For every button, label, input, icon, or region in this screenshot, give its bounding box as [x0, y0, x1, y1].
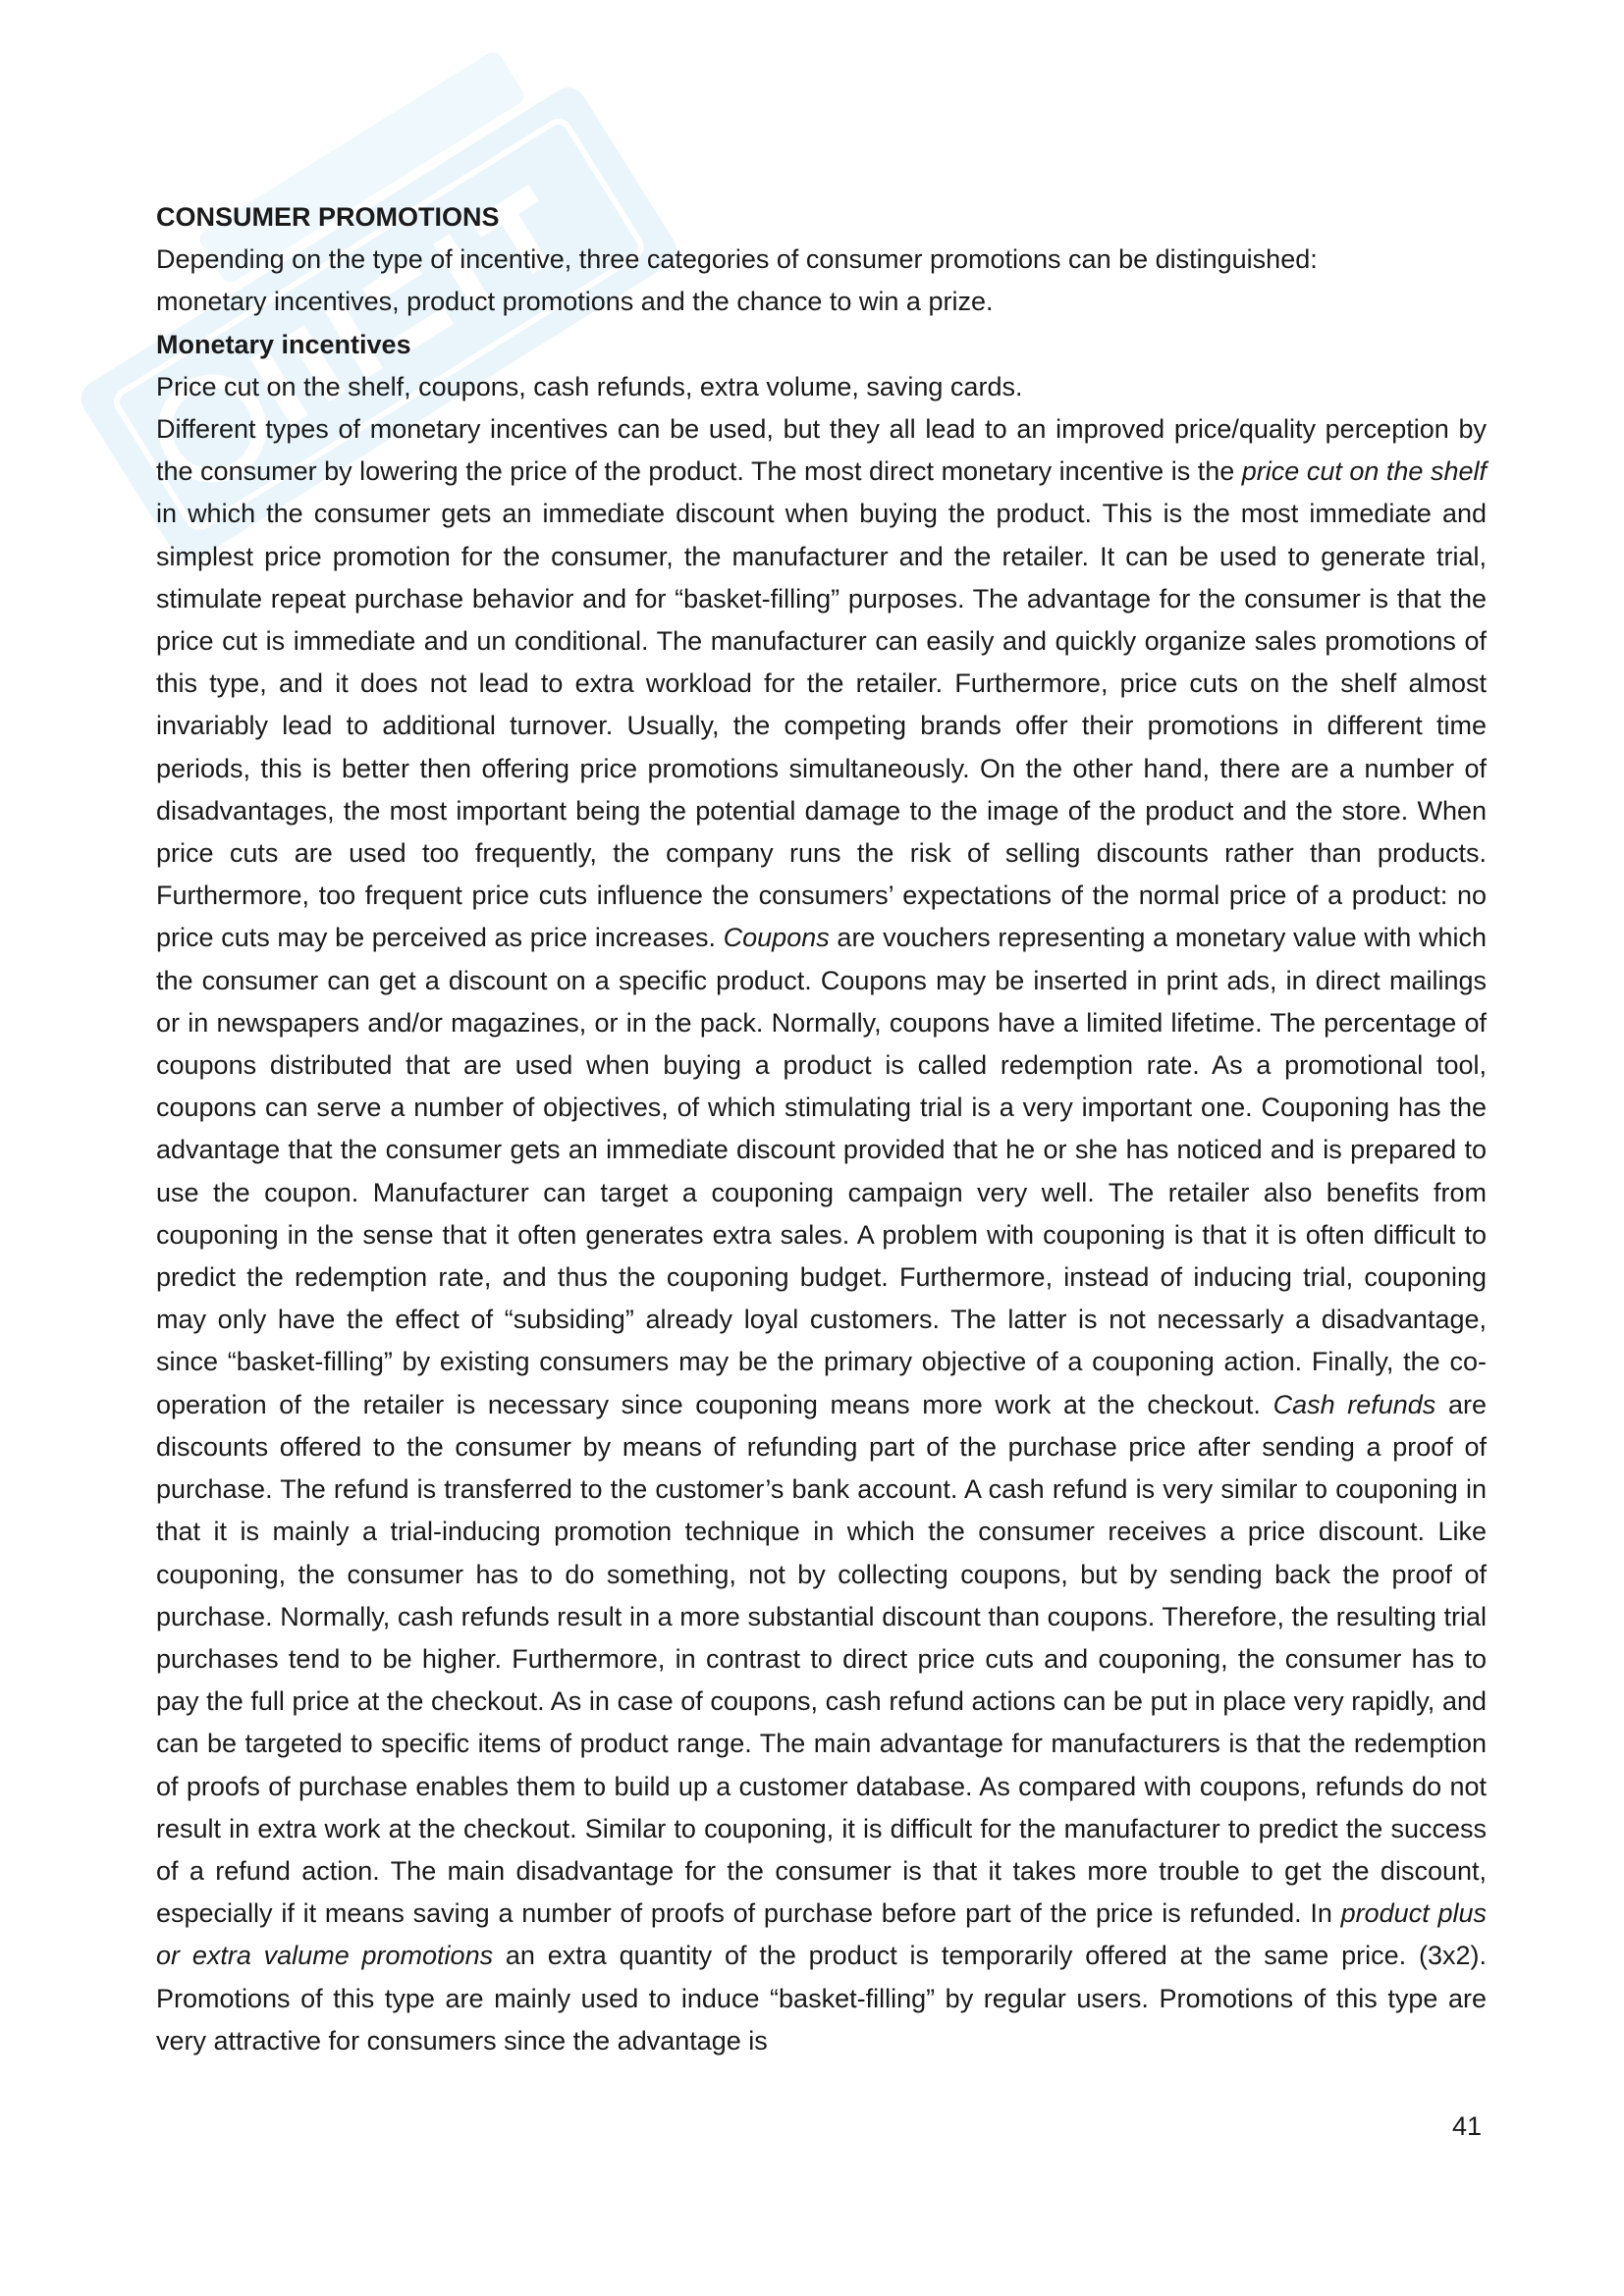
section-list: Price cut on the shelf, coupons, cash refunds, extra volume, saving cards. — [156, 371, 1023, 401]
intro-line-1: Depending on the type of incentive, three categories of consumer promotions can be distinguished: — [156, 244, 1318, 275]
term-extra-volume: product plus or extra valume promotions — [156, 1898, 1487, 1971]
body-text-4: are discounts offered to the consumer by means of refunding part of the purchase price after sending a proof of purchase. The refund is transferred to the customer’s bank account. A cash refund is very similar to couponing in that it is mainly a trial-inducing promotion technique in which the consumer receives a price discount. Like couponing, the consumer has to do something, not by collecting coupons, but by sending back the proof of purchase. Normally, cash refunds result in a more substantial discount than coupons. Therefore, the resulting trial purchases tend to be higher. Furthermore, in contrast to direct price cuts and couponing, the consumer has to pay the full price at the checkout. As in case of coupons, cash refund actions can be put in place very rapidly, and can be targeted to specific items of product range. The main advantage for manufacturers is that the redemption of proofs of purchase enables them to build up a customer database. As compared with coupons, refunds do not result in extra work at the checkout. Similar to couponing, it is difficult for the manufacturer to predict the success of a refund action. The main disadvantage for the consumer is that it takes more trouble to get the discount, especially if it means saving a number of proofs of purchase before part of the price is refunded. In — [156, 1389, 1487, 1929]
body-text-3: are vouchers representing a monetary value with which the consumer can get a discount on a specific product. Coupons may be inserted in print ads, in direct mailings or in newspapers and/or magazines, or in the pack. Normally, coupons have a limited lifetime. The percentage of coupons distributed that are used when buying a product is called redemption rate. As a promotional tool, coupons can serve a number of objectives, of which stimulating trial is a very important one. Couponing has the advantage that the consumer gets an immediate discount provided that he or she has noticed and is prepared to use the coupon. Manufacturer can target a couponing campaign very well. The retailer also benefits from couponing in the sense that it often generates extra sales. A problem with couponing is that it is often difficult to predict the redemption rate, and thus the couponing budget. Furthermore, instead of inducing trial, couponing may only have the effect of “subsiding” already loyal customers. The latter is not necessarly a disadvantage, since “basket-filling” by existing consumers may be the primary objective of a couponing action. Finally, the co-operation of the retailer is necessary since couponing means more work at the checkout. — [156, 923, 1487, 1419]
term-price-cut: price cut on the shelf — [1241, 456, 1487, 487]
document-body — [156, 196, 1487, 2062]
page-number: 41 — [1451, 2111, 1482, 2141]
body-text-5: an extra quantity of the product is temporarily offered at the same price. (3x2). Promotions of this type are mainly used to induce “basket-filling” by regular users. Promotions of this type are very attractive for consumers since the advantage is — [156, 1941, 1487, 2056]
body-text-1: Different types of monetary incentives can be used, but they all lead to an improved price/quality perception by the consumer by lowering the price of the product. The most direct monetary incentive is the — [156, 414, 1487, 487]
body-paragraph — [156, 408, 1487, 2062]
term-coupons: Coupons — [723, 923, 830, 953]
term-cash-refunds: Cash refunds — [1272, 1389, 1436, 1419]
page-title: CONSUMER PROMOTIONS — [156, 202, 500, 232]
body-text-2: in which the consumer gets an immediate discount when buying the product. This is the most immediate and simplest price promotion for the consumer, the manufacturer and the retailer. It can be used to generate trial, stimulate repeat purchase behavior and for “basket-filling” purposes. The advantage for the consumer is that the price cut is immediate and un conditional. The manufacturer can easily and quickly organize sales promotions of this type, and it does not lead to extra workload for the retailer. Furthermore, price cuts on the shelf almost invariably lead to additional turnover. Usually, the competing brands offer their promotions in different time periods, this is better then offering price promotions simultaneously. On the other hand, there are a number of disadvantages, the most important being the potential damage to the image of the product and the store. When price cuts are used too frequently, the company runs the risk of selling discounts rather than products. Furthermore, too frequent price cuts influence the consumers’ expectations of the normal price of a product: no price cuts may be perceived as price increases. — [156, 499, 1487, 953]
section-heading: Monetary incentives — [156, 329, 411, 359]
intro-line-2: monetary incentives, product promotions and the chance to win a prize. — [156, 287, 994, 317]
